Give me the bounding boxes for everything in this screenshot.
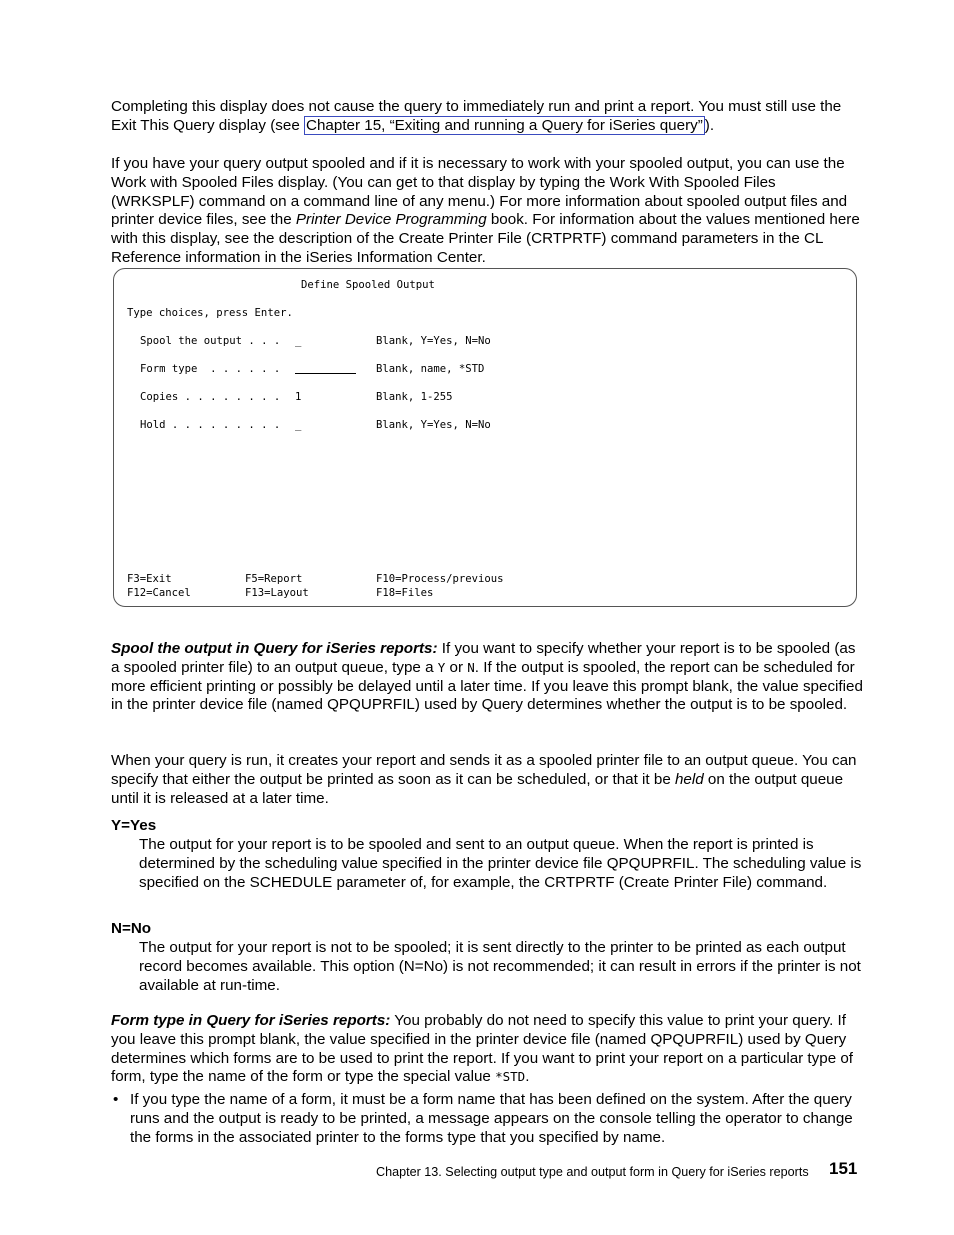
field-label-spool: Spool the output . . . — [140, 335, 281, 347]
key-f3-exit[interactable]: F3=Exit — [127, 573, 172, 585]
no-term: N=No — [111, 920, 152, 937]
intro-paragraph-1 — [111, 98, 863, 136]
form-text-a: You probably do not need to specify this value to print your query. If you leave this prompt blank, the value specified in the printer device file (named QPQUPRFIL) used by Query determines which forms are to be used to print the report. If you want to print your report on a particular type of form, type the name of the form or type the special value — [111, 1012, 854, 1086]
held-term: held — [674, 770, 704, 788]
page-number: 151 — [829, 1159, 858, 1178]
spool-text-a: If you want to specify whether your report is to be spooled (as a spooled printer file) to an output queue, type a — [111, 640, 856, 676]
field-hint-form-type: Blank, name, *STD — [376, 363, 485, 375]
bullet-text: If you type the name of a form, it must be a form name that has been defined on the system. After the query runs and the output is ready to be printed, a message appears on the console telling the operator to change the forms in the associated printer to the forms type that you specified by name. — [130, 1091, 853, 1146]
field-hint-spool: Blank, Y=Yes, N=No — [376, 335, 491, 347]
screen-instruction: Type choices, press Enter. — [127, 307, 293, 319]
spool-run-text-a: When your query is run, it creates your report and sends it as a spooled printer file to an output queue. You can specify that either the output be printed as soon as it can be scheduled, or that it be — [111, 752, 857, 788]
screen-title: Define Spooled Output — [301, 279, 435, 291]
code-n: N — [467, 659, 475, 675]
intro-text-end: ). — [704, 116, 715, 134]
intro-p2-text-end: book. For information about the values mentioned here with this display, see the description of the Create Printer File (CRTPRTF) command parameters in the CL Reference information in the iSeries Information Center. — [111, 211, 860, 266]
bullet-icon: • — [113, 1091, 119, 1108]
intro-p2-text: If you have your query output spooled and if it is necessary to work with your spooled output, you can use the Work with Spooled Files display. (You can get to that display by typing the Work With Spooled Files (WRKSPLF) command on a command line of any menu.) For more information about spooled output files and printer device files, see the — [111, 155, 848, 229]
field-label-hold: Hold . . . . . . . . . — [140, 419, 281, 431]
spool-text-b: or — [445, 658, 468, 676]
intro-text: Completing this display does not cause the query to immediately run and print a report. You must still use the Exit This Query display (see — [111, 98, 842, 134]
field-input-copies[interactable]: 1 — [295, 391, 302, 403]
field-input-spool[interactable]: _ — [295, 335, 302, 347]
form-text-b: . — [525, 1068, 530, 1086]
list-item — [111, 1091, 863, 1147]
spool-run-text-b: on the output queue until it is released at a later time. — [111, 770, 844, 807]
field-hint-hold: Blank, Y=Yes, N=No — [376, 419, 491, 431]
field-label-form-type: Form type . . . . . . — [140, 363, 281, 375]
field-hint-copies: Blank, 1-255 — [376, 391, 453, 403]
form-type-paragraph — [111, 1012, 863, 1087]
chapter-15-link[interactable]: Chapter 15, “Exiting and running a Query for iSeries query” — [306, 116, 703, 134]
key-f13-layout[interactable]: F13=Layout — [245, 587, 309, 599]
no-definition: The output for your report is not to be spooled; it is sent directly to the printer to be printed as each output record becomes available. This option (N=No) is not recommended; it can result in errors if the printer is not available at run-time. — [139, 939, 861, 994]
key-f10-process[interactable]: F10=Process/previous — [376, 573, 504, 585]
spool-section-paragraph — [111, 640, 863, 715]
key-f5-report[interactable]: F5=Report — [245, 573, 303, 585]
form-type-heading: Form type in Query for iSeries reports: — [111, 1012, 391, 1029]
intro-paragraph-2 — [111, 155, 863, 268]
spool-run-paragraph — [111, 752, 863, 808]
field-input-hold[interactable]: _ — [295, 419, 302, 431]
yes-term: Y=Yes — [111, 817, 157, 834]
yes-definition: The output for your report is to be spooled and sent to an output queue. When the report is printed is determined by the scheduling value specified in the printer device file QPQUPRFIL. The scheduling value is specified on the SCHEDULE parameter of, for example, the CRTPRTF (Create Printer File) command. — [139, 836, 862, 891]
define-spooled-output-screen — [113, 268, 857, 607]
spool-section-heading: Spool the output in Query for iSeries reports: — [111, 640, 438, 657]
book-title: Printer Device Programming — [295, 211, 487, 229]
field-input-form-type[interactable] — [295, 362, 356, 374]
code-y: Y — [437, 659, 446, 675]
key-f12-cancel[interactable]: F12=Cancel — [127, 587, 191, 599]
key-f18-files[interactable]: F18=Files — [376, 587, 434, 599]
spool-text-c: . If the output is spooled, the report can be scheduled for more efficient printing or possibly be delayed until a later time. If you leave this prompt blank, the value specified in the printer device file (named QPQUPRFIL) used by Query determines whether the output is to be spooled. — [111, 658, 863, 714]
chapter-footer: Chapter 13. Selecting output type and output form in Query for iSeries reports — [376, 1165, 809, 1179]
code-std: *STD — [495, 1069, 526, 1085]
field-label-copies: Copies . . . . . . . . — [140, 391, 281, 403]
